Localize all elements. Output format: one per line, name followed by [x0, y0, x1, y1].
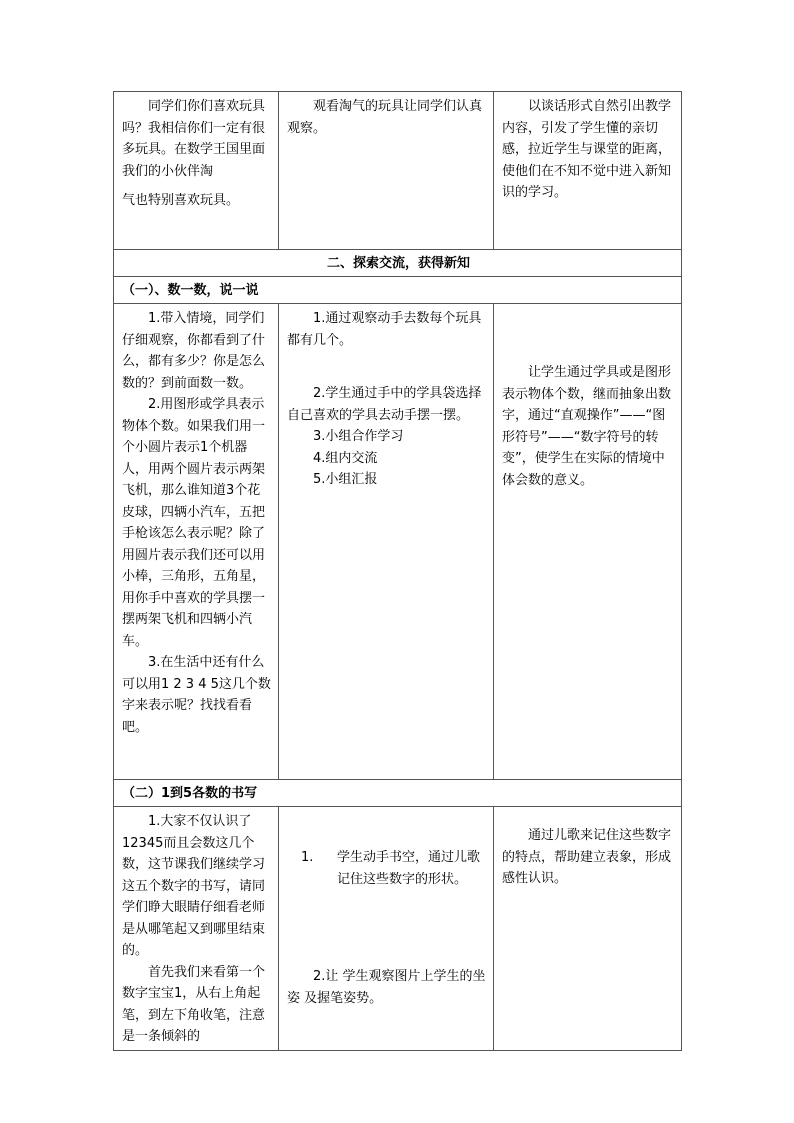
part1-heading: （一）、数一数，说一说 — [114, 277, 682, 304]
part2-student-item1-text: 学生动手书空，通过儿歌记住这些数字的形状。 — [337, 850, 481, 887]
part2-heading: （二）1到5各数的书写 — [114, 780, 682, 807]
part1-student-step5: 5.小组汇报 — [313, 472, 378, 487]
part2-purpose-text: 通过儿歌来记住这些数字的特点，帮助建立表象，形成感性认识。 — [502, 828, 672, 886]
part1-student-step3: 3.小组合作学习 — [313, 429, 404, 444]
part2-student-cell — [279, 807, 494, 1051]
part1-purpose-text: 让学生通过学具或是图形表示物体个数，继而抽象出数字，通过“直观操作”——“图形符号”——“数字符号的转变”，使学生在实际的情境中体会数的意义。 — [502, 365, 672, 488]
intro-row — [114, 92, 682, 250]
intro-purpose-text: 以谈话形式自然引出教学内容，引发了学生懂的亲切感，拉近学生与课堂的距离，使他们在不知不觉中进入新知识的学习。 — [502, 99, 672, 200]
intro-teacher-text: 同学们你们喜欢玩具吗？我相信你们一定有很多玩具。在数学王国里面我们的小伙伴淘 — [122, 99, 266, 179]
part2-student-item1-number: 1. — [301, 850, 314, 865]
part1-content-row — [114, 304, 682, 780]
part1-heading-row — [114, 277, 682, 304]
part1-student-step2: 2.学生通过手中的学具袋选择自己喜欢的学具去动手摆一摆。 — [287, 386, 482, 423]
part2-student-item1 — [287, 847, 487, 890]
part2-student-step2: 2.让 学生观察图片上学生的坐姿 及握笔姿势。 — [287, 969, 486, 1006]
part1-teacher-cell — [114, 304, 279, 780]
section-heading-row — [114, 250, 682, 277]
intro-purpose-cell — [494, 92, 682, 250]
part1-teacher-step1: 1.带入情境，同学们仔细观察，你都看到了什么，都有多少？你是怎么数的？到前面数一数。 — [122, 311, 266, 391]
part1-student-step1: 1.通过观察动手去数每个玩具都有几个。 — [287, 311, 482, 348]
intro-student-text: 观看淘气的玩具让同学们认真观察。 — [287, 99, 483, 136]
part2-content-row — [114, 807, 682, 1051]
part2-purpose-cell — [494, 807, 682, 1051]
part1-teacher-step2: 2.用图形或学具表示物体个数。如果我们用一个小圆片表示1个机器人，用两个圆片表示两架飞机，那么谁知道3个花皮球，四辆小汽车，五把手枪该怎么表示呢？除了用圆片表示我们还可以用小棒，三角形，五角星，用你手中喜欢的学具摆一摆两架飞机和四辆小汽车。 — [122, 397, 266, 649]
part1-teacher-step3: 3.在生活中还有什么可以用1 2 3 4 5这几个数字来表示呢？找找看看吧。 — [122, 655, 271, 735]
part1-student-step4: 4.组内交流 — [313, 450, 378, 466]
part1-purpose-cell — [494, 304, 682, 780]
lesson-plan-table — [113, 91, 682, 1051]
intro-teacher-text-cont: 气也特别喜欢玩具。 — [122, 193, 240, 208]
section-heading: 二、探索交流，获得新知 — [114, 250, 682, 277]
intro-teacher-cell — [114, 92, 279, 250]
part2-teacher-cell — [114, 807, 279, 1051]
part1-student-cell — [279, 304, 494, 780]
part2-teacher-step2: 首先我们来看第一个数字宝宝1，从右上角起笔，到左下角收笔，注意是一条倾斜的 — [122, 964, 266, 1044]
intro-student-cell — [279, 92, 494, 250]
part2-teacher-step1: 1.大家不仅认识了12345而且会数这几个数，这节课我们继续学习这五个数字的书写，请同学们睁大眼睛仔细看老师是从哪笔起又到哪里结束的。 — [122, 814, 266, 958]
part2-heading-row — [114, 780, 682, 807]
